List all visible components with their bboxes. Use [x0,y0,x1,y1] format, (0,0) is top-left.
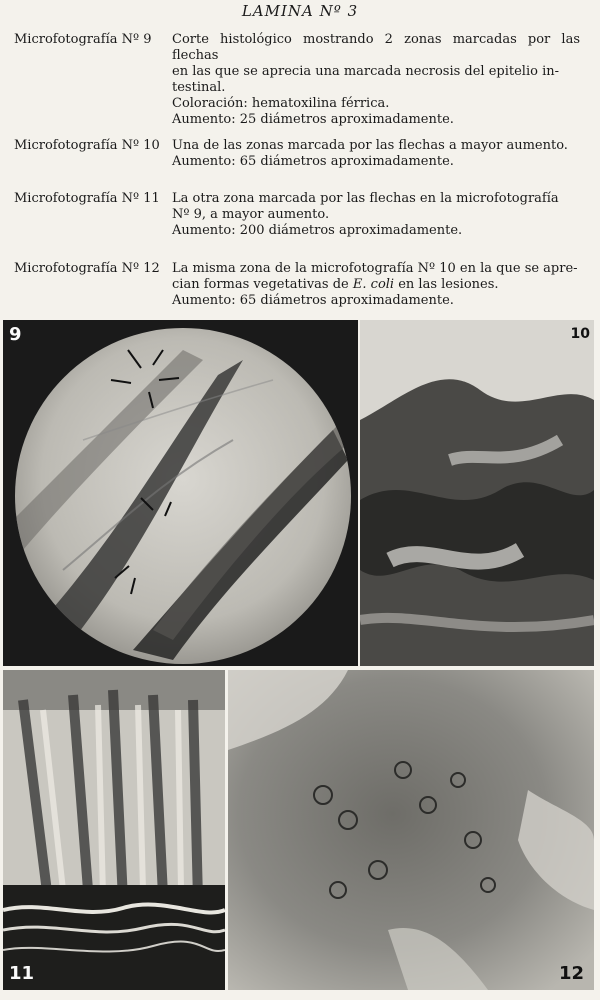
caption-9-line-1: Corte histológico mostrando 2 zonas marcadas por las flechas [172,32,580,63]
caption-11 [14,191,580,239]
caption-9-body [172,32,580,128]
caption-9-label: Microfotografía Nº 9 [14,32,152,47]
micrograph-10 [360,320,594,666]
caption-9-coloracion: Coloración: hematoxilina férrica. [172,96,390,111]
caption-11-line-2: Nº 9, a mayor aumento. [172,207,330,222]
caption-12-aumento: Aumento: 65 diámetros aproximadamente. [172,293,454,308]
caption-9-line-2: en las que se aprecia una marcada necrosis del epitelio in- [172,64,559,79]
caption-12-line-2-post: en las lesiones. [398,277,499,292]
caption-11-body [172,191,580,239]
micrograph-11 [3,670,225,990]
micrograph-12-number: 12 [558,963,584,984]
micrograph-10-number: 10 [570,326,590,342]
caption-12-line-2-pre: cian formas vegetativas de [172,277,349,292]
micrograph-11-image [3,670,225,990]
caption-12 [14,261,580,309]
caption-12-line-2 [172,277,580,293]
caption-10-body [172,138,580,170]
micrograph-9-image [3,320,358,666]
micrograph-10-image [360,320,594,666]
caption-10-label: Microfotografía Nº 10 [14,138,160,153]
caption-11-line-1: La otra zona marcada por las flechas en la microfotografía [172,191,559,206]
caption-12-label: Microfotografía Nº 12 [14,261,160,276]
micrograph-12-image [228,670,594,990]
micrograph-9 [3,320,358,666]
page-title: LAMINA Nº 3 [241,2,359,20]
micrograph-12 [228,670,594,990]
caption-9-aumento: Aumento: 25 diámetros aproximadamente. [172,112,454,127]
caption-11-label: Microfotografía Nº 11 [14,191,160,206]
caption-10-line-1: Una de las zonas marcada por las flechas a mayor aumento. [172,138,568,153]
caption-10 [14,138,580,170]
micrograph-9-number: 9 [9,324,22,345]
caption-12-line-1: La misma zona de la microfotografía Nº 10 en la que se apre- [172,261,578,276]
caption-12-body [172,261,580,309]
micrograph-11-number: 11 [9,963,35,984]
caption-10-aumento: Aumento: 65 diámetros aproximadamente. [172,154,454,169]
caption-12-organism: E. coli [352,277,395,292]
caption-9-line-3: testinal. [172,80,226,95]
caption-11-aumento: Aumento: 200 diámetros aproximadamente. [172,223,463,238]
caption-9 [14,32,580,128]
